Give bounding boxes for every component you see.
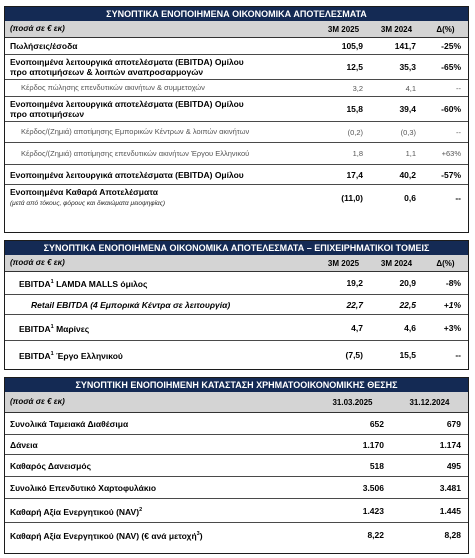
cell-value: 20,9 [399,278,416,288]
table-row [5,413,468,435]
cell-value: 1,1 [405,149,416,158]
units-label: (ποσά σε € εκ) [10,397,65,406]
table-row [5,499,468,523]
row-label: Συνολικά Ταμειακά Διαθέσιμα [10,418,129,429]
cell-value: 495 [446,460,461,471]
cell-value: -57% [441,169,461,180]
cell-value: -65% [441,62,461,72]
table-title: ΣΥΝΟΠΤΙΚΑ ΕΝΟΠΟΙΗΜΕΝΑ ΟΙΚΟΝΟΜΙΚΑ ΑΠΟΤΕΛΕΣΜΑΤΑ – ΕΠΙΧΕΙΡΗΜΑΤΙΚΟΙ ΤΟΜΕΙΣ [5,241,468,255]
footnote-marker: 1 [50,350,54,357]
row-label: Καθαρός Δανεισμός [10,460,91,471]
cell-value: 19,2 [346,278,363,288]
table-row [5,185,468,211]
row-label-text: LAMDA MALLS όμιλος [53,278,148,289]
table-row [5,38,468,55]
col-header-date-2024: 31.12.2024 [409,397,450,407]
row-label [5,529,314,541]
table-row [5,315,468,341]
col-header-date-2025: 31.03.2025 [332,397,373,407]
table-row [5,477,468,499]
row-label [5,322,317,334]
row-label [5,99,317,119]
cell-value: 4,7 [351,322,363,333]
cell-value: 4,6 [404,322,416,333]
table-row [5,122,468,143]
row-label: Πωλήσεις/έσοδα [10,41,78,51]
cell-value: 4,1 [405,83,416,93]
table-row [5,455,468,477]
cell-value: -25% [441,41,461,51]
cell-value: 12,5 [346,62,363,72]
cell-value: (11,0) [341,193,363,203]
cell-value: 17,4 [346,169,363,180]
cell-value: 141,7 [394,41,416,51]
cell-value: -- [455,349,461,360]
cell-value: 8,22 [367,530,384,540]
cell-value: -- [456,83,461,93]
cell-value: 8,28 [444,530,461,540]
table-header [5,255,468,272]
row-label [5,57,317,77]
row-label-text: EBITDA [19,350,51,361]
table-row [5,272,468,295]
units-label: (ποσά σε € εκ) [10,258,65,267]
row-label-text: Καθαρή Αξία Ενεργητικού (NAV) (€ ανά μετοχή [10,530,197,541]
row-label [5,277,317,289]
cell-value: 39,4 [399,104,416,114]
cell-value: 679 [446,418,461,429]
row-label-line: προ αποτιμήσεων & λοιπών αναπροσαρμογών [10,67,204,77]
cell-value: 652 [369,418,384,429]
row-label: Δάνεια [10,439,38,450]
cell-value: 3.506 [362,482,384,493]
cell-value: +63% [441,149,461,158]
table-header [5,392,468,413]
col-header-change: Δ(%) [436,258,455,268]
cell-value: +1% [443,299,461,310]
row-label-line: Ενοποιημένα Καθαρά Αποτελέσματα [10,187,159,197]
row-label [5,505,314,517]
cell-value: (0,3) [400,127,416,137]
cell-value: -- [455,193,461,203]
cell-value: 3,2 [352,83,363,93]
table-title: ΣΥΝΟΠΤΙΚΗ ΕΝΟΠΟΙΗΜΕΝΗ ΚΑΤΑΣΤΑΣΗ ΧΡΗΜΑΤΟΟΙΚΟΝΟΜΙΚΗΣ ΘΕΣΗΣ [5,378,468,392]
cell-value: +3% [443,322,461,333]
col-header-3m2025: 3Μ 2025 [327,258,360,268]
row-label: Retail EBITDA (4 Εμπορικά Κέντρα σε λειτουργία) [31,299,231,310]
cell-value: -60% [441,104,461,114]
row-label-text: EBITDA [19,323,51,334]
footnote-marker: 3 [196,531,200,538]
consolidated-results-table [4,6,469,233]
cell-value: 1.445 [439,505,461,516]
business-segments-table [4,240,469,370]
table-row [5,80,468,97]
cell-value: 1,8 [352,149,363,158]
units-label: (ποσά σε € εκ) [10,24,65,33]
table-row [5,143,468,165]
cell-value: 518 [369,460,384,471]
cell-value: (0,2) [347,127,363,137]
cell-value: 22,7 [346,299,363,310]
row-label [5,349,317,361]
row-label-text: Μαρίνες [53,323,90,334]
table-row [5,523,468,547]
cell-value: 15,5 [399,349,416,360]
table-header [5,21,468,38]
row-label-text: EBITDA [19,278,51,289]
row-label: Κέρδος/(Ζημιά) αποτίμησης Εμπορικών Κέντρων & λοιπών ακινήτων [21,127,250,136]
cell-value: 1.170 [362,439,384,450]
cell-value: 3.481 [439,482,461,493]
cell-value: 22,5 [399,299,416,310]
col-header-3m2025: 3Μ 2025 [327,24,360,34]
row-label-line: Ενοποιημένα λειτουργικά αποτελέσματα (EBITDA) Ομίλου [10,57,244,67]
table-row [5,435,468,455]
cell-value: -8% [445,278,461,288]
row-label-text: ) [199,530,203,541]
cell-value: 105,9 [341,41,363,51]
cell-value: 1.174 [439,439,461,450]
row-label: Κέρδος/(Ζημιά) αποτίμησης επενδυτικών ακινήτων Έργου Ελληνικού [21,148,250,158]
table-row [5,55,468,80]
table-row [5,341,468,368]
row-label-text: Καθαρή Αξία Ενεργητικού (NAV) [10,506,140,517]
table-row [5,295,468,315]
table-title: ΣΥΝΟΠΤΙΚΑ ΕΝΟΠΟΙΗΜΕΝΑ ΟΙΚΟΝΟΜΙΚΑ ΑΠΟΤΕΛΕΣΜΑΤΑ [5,7,468,21]
footnote-marker: 1 [50,279,54,286]
financial-position-table [4,377,469,554]
footnote-marker: 1 [50,323,54,330]
row-label-note: (μετά από τόκους, φόρους και δικαιώματα μειοψηφίας) [10,200,166,207]
row-label-line: Ενοποιημένα λειτουργικά αποτελέσματα (EBITDA) Ομίλου [10,99,244,109]
row-label-line: προ αποτιμήσεων [10,109,85,119]
cell-value: 40,2 [399,169,416,180]
cell-value: (7,5) [345,349,363,360]
table-row [5,97,468,122]
col-header-3m2024: 3Μ 2024 [380,24,413,34]
footnote-marker: 2 [139,506,143,513]
row-label: Κέρδος πώλησης επενδυτικών ακινήτων & συμμετοχών [21,83,205,92]
cell-value: 0,6 [404,193,416,203]
cell-value: 1.423 [362,505,384,516]
col-header-change: Δ(%) [436,24,455,34]
cell-value: 15,8 [346,104,363,114]
row-label [5,187,317,209]
col-header-3m2024: 3Μ 2024 [380,258,413,268]
row-label: Ενοποιημένα λειτουργικά αποτελέσματα (EBITDA) Ομίλου [10,169,244,180]
row-label-text: Έργο Ελληνικού [53,350,123,361]
table-row [5,165,468,185]
cell-value: -- [456,127,461,137]
row-label: Συνολικό Επενδυτικό Χαρτοφυλάκιο [10,482,157,493]
cell-value: 35,3 [399,62,416,72]
